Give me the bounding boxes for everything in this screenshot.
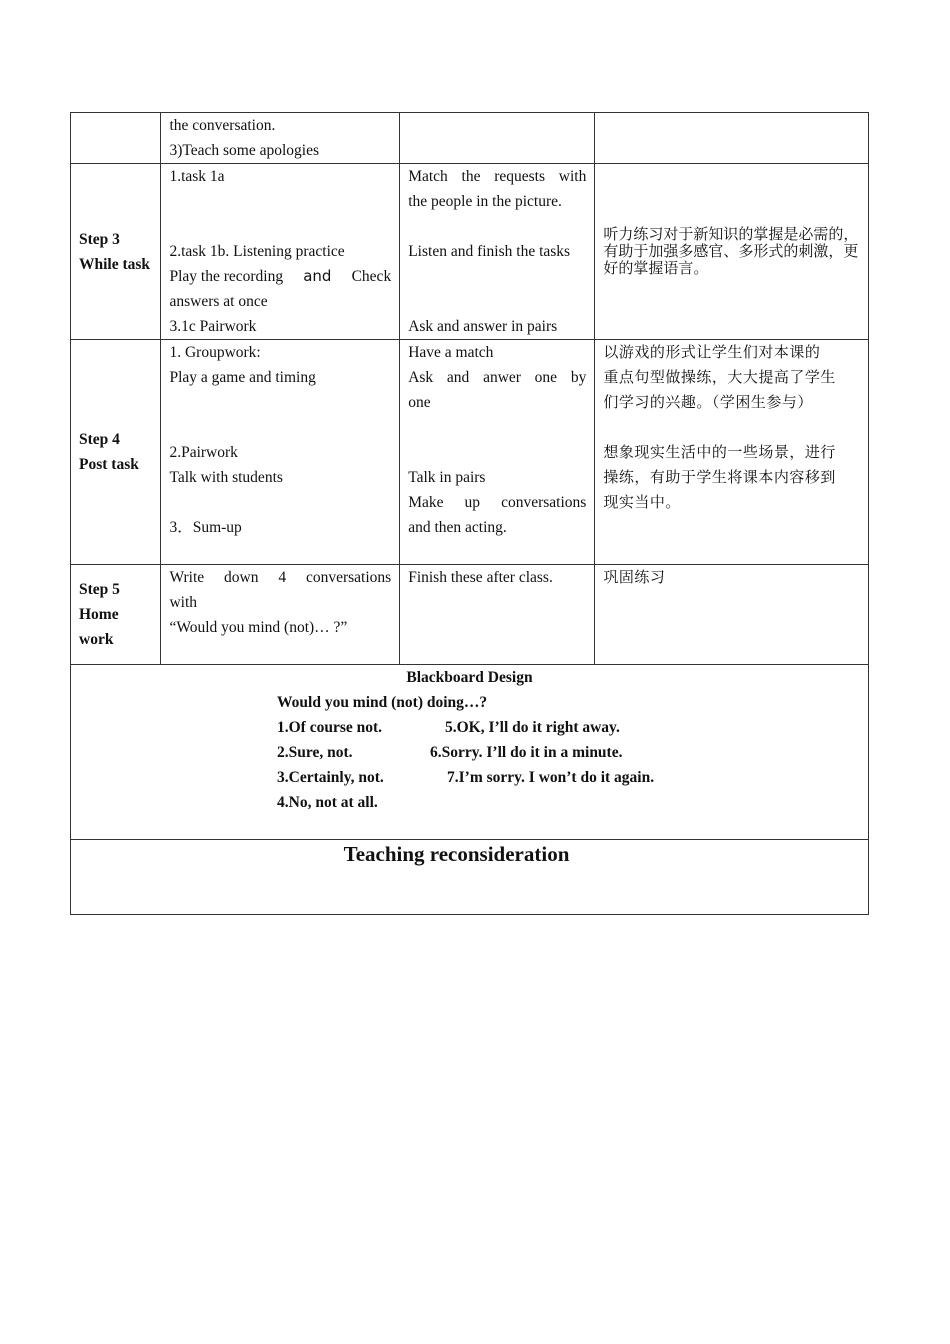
procedure-line: Talk with students: [169, 469, 283, 486]
blackboard-heading: Would you mind (not) doing…?: [277, 694, 488, 711]
activity-line: Ask and anwer one by: [408, 369, 587, 386]
step-label-cell: [71, 565, 161, 665]
procedure-line: 1. Groupwork:: [169, 344, 261, 361]
step-number: Step 5: [79, 581, 120, 598]
procedure-cell: [161, 113, 400, 164]
step-title: Post task: [79, 456, 139, 473]
purpose-line: 想象现实生活中的一些场景，进行: [603, 443, 836, 461]
purpose-line: 操练，有助于学生将课本内容移到: [603, 468, 836, 486]
blackboard-line: 7.I’m sorry. I won’t do it again.: [447, 769, 655, 786]
purpose-cell: [595, 565, 869, 665]
procedure-line: 2.Pairwork: [169, 444, 238, 461]
procedure-line: Write down 4 conversations: [169, 569, 392, 586]
blackboard-line: 5.OK, I’ll do it right away.: [445, 719, 620, 736]
step-number: Step 3: [79, 230, 120, 248]
activity-cell-empty: [400, 113, 595, 164]
activity-cell: [400, 340, 595, 565]
blackboard-design: [71, 665, 869, 840]
reconsideration-title: Teaching reconsideration: [343, 842, 570, 866]
purpose-line: 重点句型做操练，大大提高了学生: [603, 368, 836, 386]
procedure-text: and: [303, 267, 332, 285]
procedure-text: Play the recording: [169, 268, 284, 285]
procedure-line: 1.task 1a: [169, 168, 225, 185]
purpose-line: 巩固练习: [603, 568, 666, 586]
activity-line: one: [408, 394, 431, 411]
table-row-step-5: [71, 565, 869, 665]
lesson-plan-page: [70, 112, 869, 915]
purpose-cell: [595, 340, 869, 565]
activity-line: Ask and answer in pairs: [408, 318, 558, 335]
procedure-cell: [161, 565, 400, 665]
blackboard-line: 2.Sure, not.: [277, 744, 353, 761]
lesson-plan-table: [70, 112, 869, 915]
step-title: While task: [79, 255, 151, 273]
table-row-blackboard: [71, 665, 869, 840]
activity-line: Listen and finish the tasks: [408, 243, 571, 260]
blackboard-line: 3.Certainly, not.: [277, 769, 384, 786]
procedure-line: the conversation.: [169, 117, 276, 134]
step-cell-empty: [71, 113, 161, 164]
blackboard-line: 6.Sorry. I’ll do it in a minute.: [430, 744, 623, 761]
procedure-cell: [161, 164, 400, 340]
step-label-cell: [71, 340, 161, 565]
procedure-line: 2.task 1b. Listening practice: [169, 243, 345, 260]
activity-line: Talk in pairs: [408, 469, 486, 486]
activity-line: and then acting.: [408, 519, 507, 536]
procedure-line: 3)Teach some apologies: [169, 142, 320, 159]
procedure-line: 3.1c Pairwork: [169, 318, 257, 335]
step-title: work: [79, 631, 114, 648]
table-row-step-4: [71, 340, 869, 565]
procedure-line: Play a game and timing: [169, 369, 316, 386]
table-row-reconsideration: [71, 840, 869, 915]
reconsideration-cell: [71, 840, 869, 915]
procedure-line: 3．Sum-up: [169, 519, 242, 536]
purpose-line: 现实当中。: [603, 493, 681, 511]
procedure-line: with: [169, 594, 198, 611]
procedure-line: [169, 264, 391, 289]
step-label-cell: [71, 164, 161, 340]
procedure-cell: [161, 340, 400, 565]
activity-line: Have a match: [408, 344, 494, 361]
activity-cell: [400, 565, 595, 665]
activity-line: Make up conversations: [408, 494, 587, 511]
activity-line: Finish these after class.: [408, 569, 553, 586]
procedure-line: “Would you mind (not)… ?”: [169, 619, 348, 636]
activity-cell: [400, 164, 595, 340]
procedure-line: answers at once: [169, 293, 268, 310]
table-row-step-3: [71, 164, 869, 340]
table-row-continuation: [71, 113, 869, 164]
blackboard-line: 4.No, not at all.: [277, 794, 378, 811]
purpose-cell: [595, 164, 869, 340]
purpose-line: 以游戏的形式让学生们对本课的: [603, 343, 821, 361]
activity-line: the people in the picture.: [408, 193, 562, 210]
step-number: Step 4: [79, 431, 120, 448]
activity-line: Match the requests with: [408, 168, 587, 185]
step-title: Home: [79, 606, 119, 623]
blackboard-title: Blackboard Design: [406, 669, 533, 686]
purpose-text: 听力练习对于新知识的掌握是必需的，有助于加强多感官、多形式的刺激，更好的掌握语言。: [603, 225, 859, 277]
blackboard-line: 1.Of course not.: [277, 719, 383, 736]
procedure-text: Check: [351, 268, 392, 285]
purpose-cell-empty: [595, 113, 869, 164]
purpose-line: 们学习的兴趣。（学困生参与）: [603, 393, 813, 411]
